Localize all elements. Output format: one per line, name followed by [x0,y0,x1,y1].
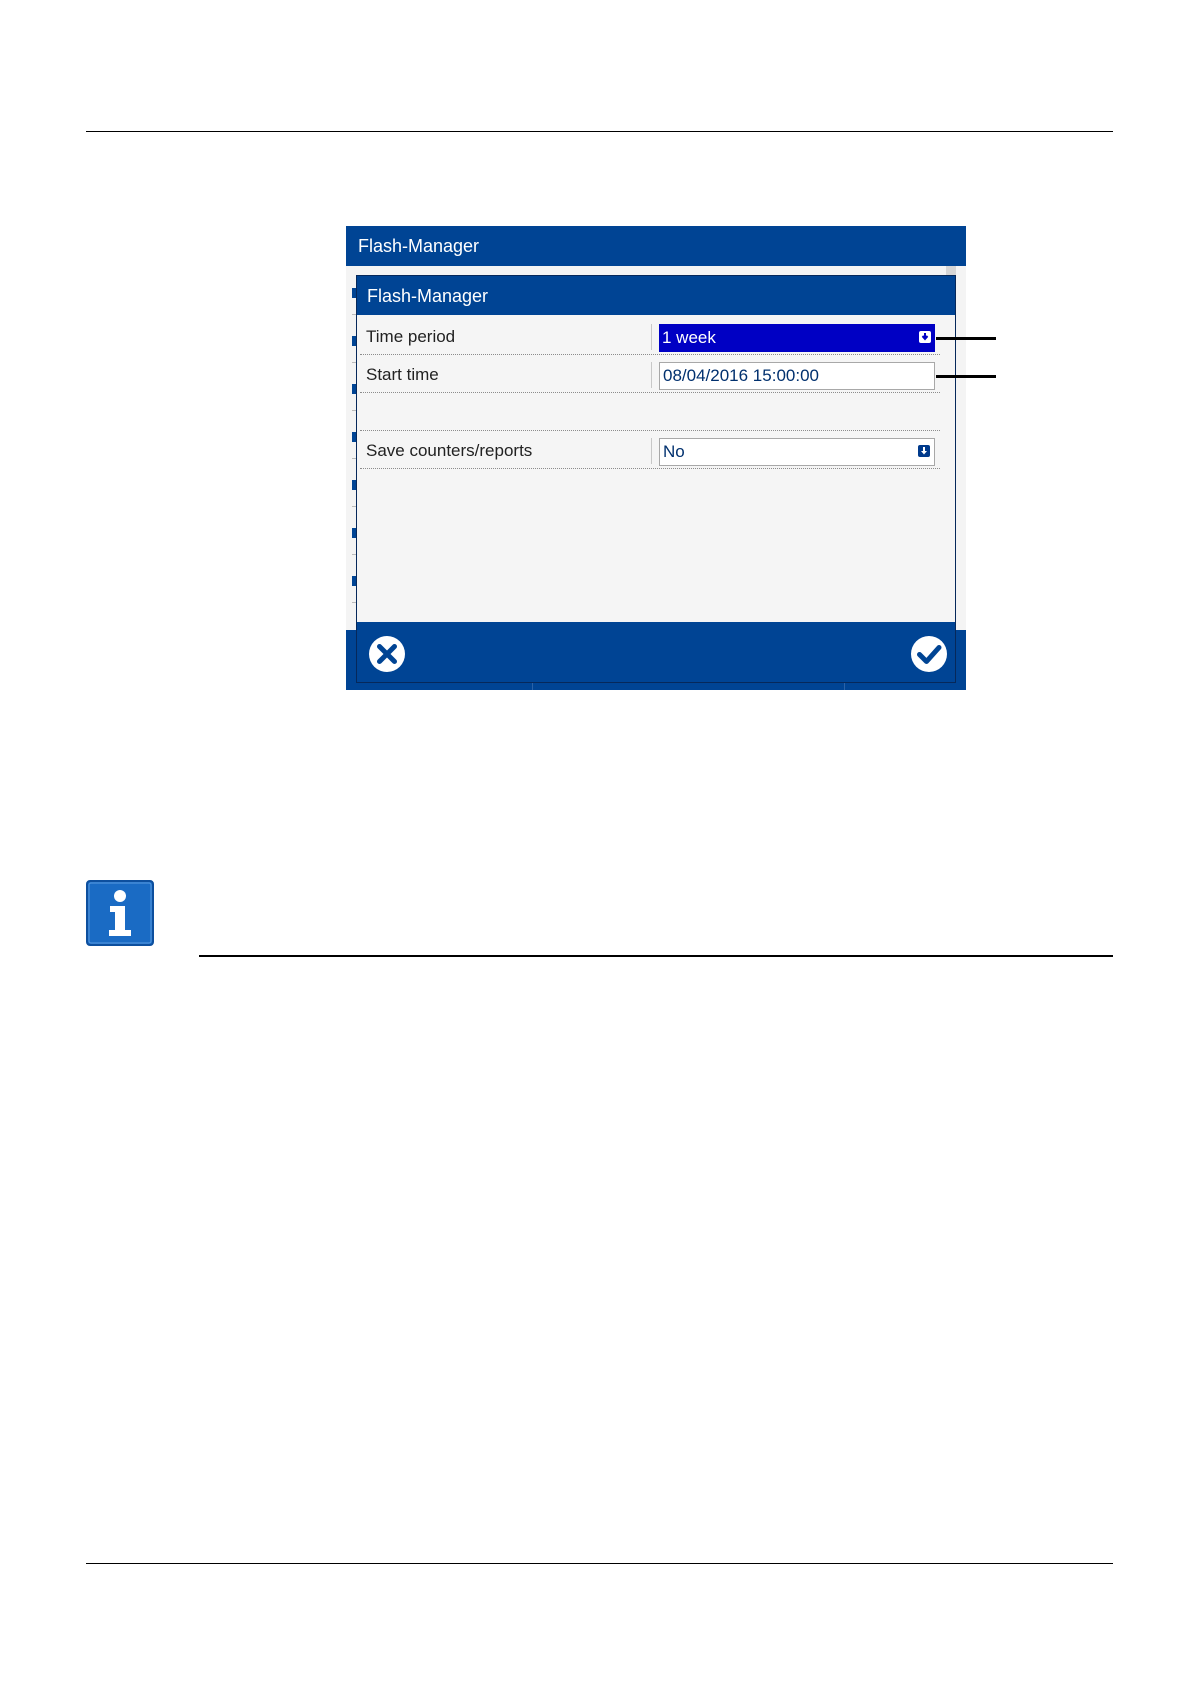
save-counters-value: No [663,442,685,461]
save-counters-label: Save counters/reports [366,441,533,460]
header-rule [86,131,1113,132]
empty-row [360,395,940,431]
outer-window-title: Flash-Manager [346,226,966,266]
info-icon [86,880,154,946]
save-counters-dropdown[interactable] [659,438,935,466]
footer-rule [86,1563,1113,1564]
time-period-dropdown[interactable] [659,324,935,352]
cancel-button[interactable] [367,634,407,674]
start-time-label: Start time [366,365,439,384]
start-time-input[interactable]: 08/04/2016 15:00:00 [659,362,935,390]
time-period-label: Time period [366,327,456,346]
checkmark-circle-icon [909,634,949,674]
info-section-rule [199,955,1113,957]
callout-line-start-time [936,375,996,378]
flash-manager-dialog [356,275,956,683]
chevron-down-icon[interactable] [918,445,930,457]
time-period-row[interactable] [360,319,940,355]
device-screenshot [346,226,966,690]
dialog-body [357,315,955,622]
dialog-title: Flash-Manager [367,286,489,306]
save-counters-row[interactable] [360,433,940,469]
row-separator [651,362,652,388]
close-circle-icon [367,634,407,674]
chevron-down-icon[interactable] [919,331,931,343]
row-separator [651,438,652,464]
dialog-footer [357,622,955,682]
start-time-row[interactable] [360,357,940,393]
callout-line-time-period [936,337,996,340]
time-period-value: 1 week [662,328,716,347]
confirm-button[interactable] [909,634,949,674]
row-separator [651,324,652,350]
